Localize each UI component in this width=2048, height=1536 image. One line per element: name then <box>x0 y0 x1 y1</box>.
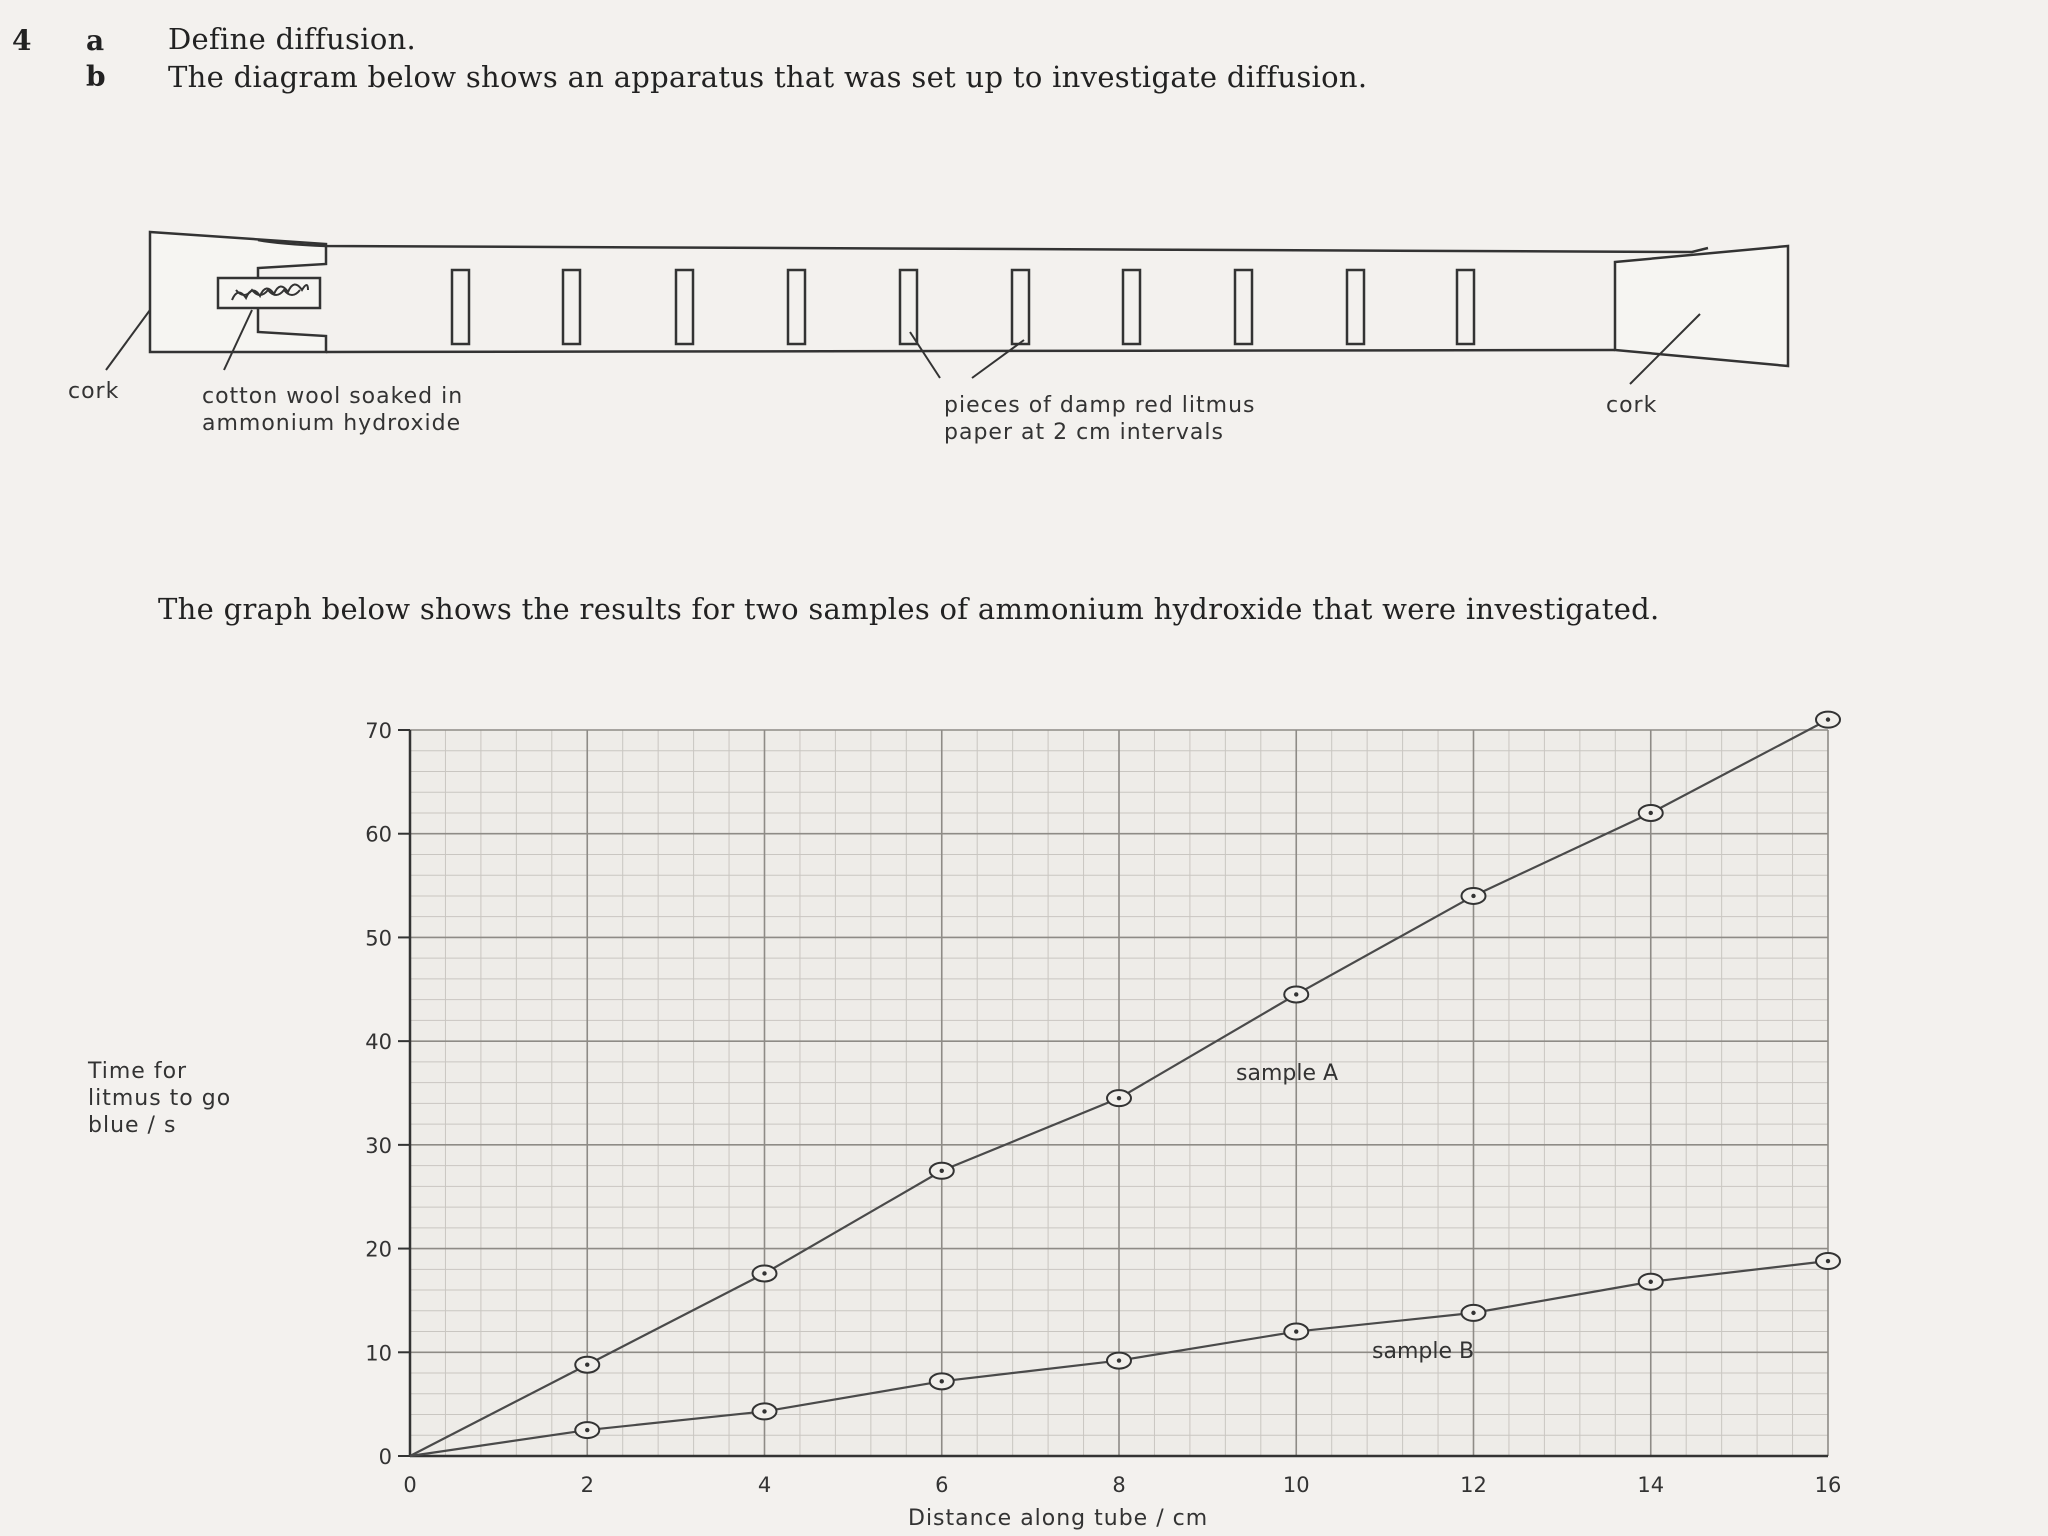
y-tick-label: 10 <box>365 1341 392 1366</box>
data-point-center-sample-a <box>762 1271 766 1275</box>
part-b-letter: b <box>86 60 106 93</box>
x-tick-label: 8 <box>1112 1473 1126 1497</box>
y-tick-label: 30 <box>365 1133 392 1158</box>
series-label-sample-a: sample A <box>1236 1061 1339 1086</box>
x-tick-label: 6 <box>935 1473 949 1497</box>
x-tick-label: 14 <box>1637 1473 1665 1497</box>
question-number: 4 <box>12 24 32 57</box>
graph-intro-text: The graph below shows the results for two samples of ammonium hydroxide that were investigated. <box>158 592 1660 626</box>
data-point-center-sample-a <box>940 1169 944 1173</box>
data-point-center-sample-a <box>1294 992 1298 996</box>
data-point-center-sample-b <box>1649 1280 1653 1284</box>
data-point-center-sample-b <box>762 1409 766 1413</box>
x-tick-label: 4 <box>757 1473 772 1497</box>
data-point-center-sample-b <box>1826 1259 1830 1263</box>
y-tick-label: 50 <box>365 926 392 951</box>
cotton-wool-label-line1: cotton wool soaked in <box>202 384 464 409</box>
x-tick-label: 10 <box>1282 1473 1310 1497</box>
y-tick-label: 60 <box>365 822 392 847</box>
data-point-center-sample-b <box>1294 1329 1298 1333</box>
x-axis-label: Distance along tube / cm <box>908 1506 1209 1531</box>
y-axis-label-line1: Time for <box>88 1059 188 1084</box>
data-point-center-sample-b <box>1117 1358 1121 1362</box>
litmus-label-line1: pieces of damp red litmus <box>944 393 1256 418</box>
part-a-text: Define diffusion. <box>168 22 417 56</box>
part-a-letter: a <box>86 24 105 57</box>
data-point-center-sample-a <box>1826 717 1830 721</box>
x-tick-label: 0 <box>403 1473 417 1497</box>
series-label-sample-b: sample B <box>1372 1339 1475 1364</box>
data-point-center-sample-a <box>585 1363 589 1367</box>
cotton-wool-label-line2: ammonium hydroxide <box>202 411 462 436</box>
x-tick-label: 2 <box>580 1473 594 1497</box>
y-axis-label-line2: litmus to go <box>88 1086 232 1111</box>
cork-left-label: cork <box>68 379 120 404</box>
data-point-center-sample-a <box>1471 894 1475 898</box>
part-b-text: The diagram below shows an apparatus that was set up to investigate diffusion. <box>168 60 1368 94</box>
y-axis-label-line3: blue / s <box>88 1113 177 1138</box>
y-tick-label: 40 <box>365 1030 392 1055</box>
litmus-label-line2: paper at 2 cm intervals <box>944 420 1224 445</box>
data-point-center-sample-b <box>940 1379 944 1383</box>
y-axis-label <box>88 1058 231 1139</box>
data-point-center-sample-b <box>1471 1311 1475 1315</box>
y-tick-label: 70 <box>365 719 392 743</box>
x-tick-label: 12 <box>1460 1473 1487 1497</box>
y-tick-label: 0 <box>378 1445 392 1469</box>
x-tick-label: 16 <box>1814 1473 1842 1497</box>
data-point-center-sample-a <box>1649 811 1653 815</box>
cork-right-label: cork <box>1606 393 1658 418</box>
data-point-center-sample-a <box>1117 1096 1121 1100</box>
data-point-center-sample-b <box>585 1428 589 1432</box>
y-tick-label: 20 <box>365 1237 392 1262</box>
